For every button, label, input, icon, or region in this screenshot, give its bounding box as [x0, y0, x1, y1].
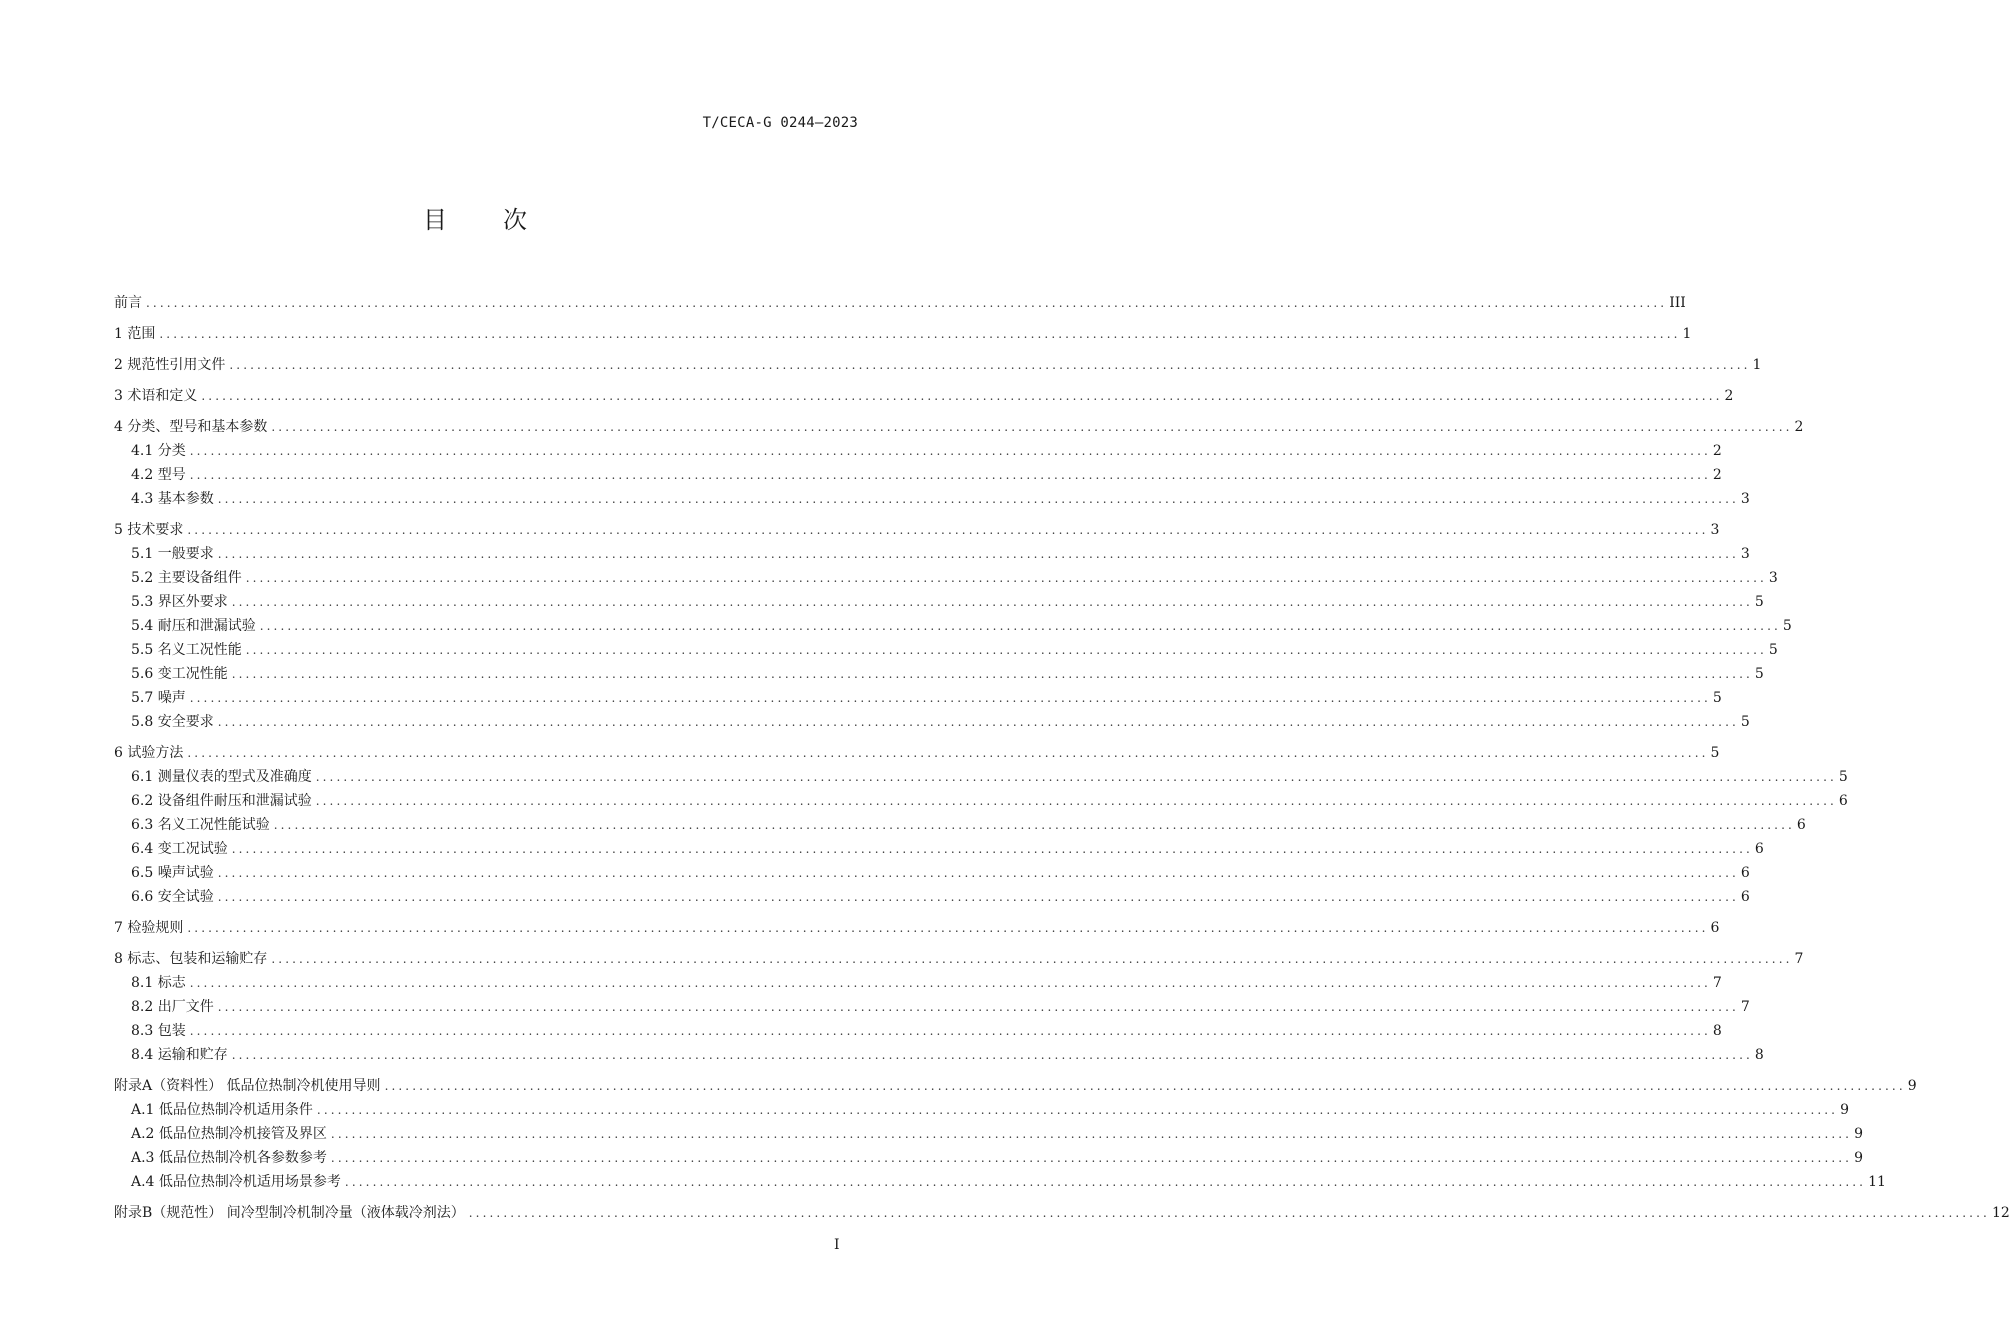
- toc-leader-dots: ............................................................................................................................................................................................................................: [231, 1048, 1753, 1062]
- toc-entry-label: 5.2 主要设备组件: [131, 570, 242, 586]
- toc-entry[interactable]: [114, 540, 1750, 564]
- toc-leader-dots: ............................................................................................................................................................................................................................: [468, 1206, 1990, 1220]
- toc-leader-dots: ............................................................................................................................................................................................................................: [189, 1024, 1711, 1038]
- toc-entry-label: 6.4 变工况试验: [131, 841, 228, 857]
- toc-entry-label: 前言: [114, 295, 142, 311]
- toc-entry-label: 1 范围: [114, 326, 156, 342]
- toc-entry[interactable]: [114, 660, 1764, 684]
- toc-entry-label: A.4 低品位热制冷机适用场景参考: [131, 1174, 341, 1190]
- toc-entry[interactable]: [114, 859, 1750, 883]
- toc-entry[interactable]: [114, 289, 1686, 313]
- toc-entry-label: 5.4 耐压和泄漏试验: [131, 618, 256, 634]
- toc-entry-label: 5.5 名义工况性能: [131, 642, 242, 658]
- toc-leader-dots: ............................................................................................................................................................................................................................: [217, 492, 1739, 506]
- toc-entry-label: 3 术语和定义: [114, 388, 198, 404]
- toc-leader-dots: ............................................................................................................................................................................................................................: [245, 571, 1767, 585]
- toc-entry[interactable]: [114, 708, 1750, 732]
- toc-leader-dots: ............................................................................................................................................................................................................................: [229, 358, 1751, 372]
- toc-entry-page: 3: [1740, 491, 1750, 507]
- toc-entry-label: 5 技术要求: [114, 522, 184, 538]
- toc-leader-dots: ............................................................................................................................................................................................................................: [217, 866, 1739, 880]
- toc-entry-label: 4.2 型号: [131, 467, 186, 483]
- toc-leader-dots: ............................................................................................................................................................................................................................: [259, 619, 1781, 633]
- toc-entry[interactable]: [114, 461, 1722, 485]
- toc-entry-page: 2: [1724, 388, 1734, 404]
- toc-entry-page: 5: [1754, 594, 1764, 610]
- toc-entry[interactable]: [114, 883, 1750, 907]
- toc-entry[interactable]: [114, 320, 1692, 344]
- toc-entry-page: 8: [1754, 1047, 1764, 1063]
- toc-entry-page: 5: [1754, 666, 1764, 682]
- toc-entry-page: 5: [1782, 618, 1792, 634]
- toc-entry[interactable]: [114, 811, 1806, 835]
- toc-entry-label: 5.6 变工况性能: [131, 666, 228, 682]
- toc-entry[interactable]: [114, 1144, 1864, 1168]
- toc-entry-page: 3: [1740, 546, 1750, 562]
- toc-entry[interactable]: [114, 1041, 1764, 1065]
- toc-entry-label: 8.2 出厂文件: [131, 999, 214, 1015]
- toc-entry[interactable]: [114, 516, 1720, 540]
- toc-leader-dots: ............................................................................................................................................................................................................................: [187, 523, 1709, 537]
- toc-entry-page: 6: [1796, 817, 1806, 833]
- toc-entry-page: 5: [1710, 745, 1720, 761]
- toc-entry-page: 9: [1854, 1126, 1864, 1142]
- toc-entry-label: 8 标志、包装和运输贮存: [114, 951, 268, 967]
- toc-leader-dots: ............................................................................................................................................................................................................................: [189, 468, 1711, 482]
- toc-leader-dots: ............................................................................................................................................................................................................................: [217, 890, 1739, 904]
- toc-entry-page: 2: [1712, 443, 1722, 459]
- toc-entry-label: 8.3 包装: [131, 1023, 186, 1039]
- toc-entry-page: 6: [1740, 865, 1750, 881]
- toc-entry-label: 6.2 设备组件耐压和泄漏试验: [131, 793, 312, 809]
- toc-entry-label: 6.3 名义工况性能试验: [131, 817, 270, 833]
- toc-entry[interactable]: [114, 1199, 2010, 1223]
- toc-leader-dots: ............................................................................................................................................................................................................................: [315, 794, 1837, 808]
- toc-entry[interactable]: [114, 1072, 1917, 1096]
- toc-leader-dots: ............................................................................................................................................................................................................................: [217, 547, 1739, 561]
- toc-leader-dots: ............................................................................................................................................................................................................................: [217, 1000, 1739, 1014]
- toc-entry-page: 5: [1768, 642, 1778, 658]
- toc-entry-label: 6.6 安全试验: [131, 889, 214, 905]
- toc-entry-page: 2: [1712, 467, 1722, 483]
- toc-entry-page: 5: [1740, 714, 1750, 730]
- toc-entry-page: 3: [1768, 570, 1778, 586]
- toc-leader-dots: ............................................................................................................................................................................................................................: [187, 746, 1709, 760]
- table-of-contents: [114, 289, 2010, 1223]
- toc-leader-dots: ............................................................................................................................................................................................................................: [315, 770, 1837, 784]
- toc-entry[interactable]: [114, 636, 1778, 660]
- toc-entry-label: 4.1 分类: [131, 443, 186, 459]
- toc-leader-dots: ............................................................................................................................................................................................................................: [231, 842, 1753, 856]
- toc-entry-page: 7: [1740, 999, 1750, 1015]
- toc-entry[interactable]: [114, 1168, 1886, 1192]
- toc-entry[interactable]: [114, 382, 1734, 406]
- toc-entry[interactable]: [114, 787, 1848, 811]
- toc-entry-label: 5.7 噪声: [131, 690, 186, 706]
- toc-entry[interactable]: [114, 835, 1764, 859]
- toc-entry-label: 2 规范性引用文件: [114, 357, 226, 373]
- toc-entry-page: 1: [1682, 326, 1692, 342]
- toc-entry-page: 9: [1907, 1078, 1917, 1094]
- toc-entry-page: III: [1669, 295, 1686, 311]
- toc-entry-label: 7 检验规则: [114, 920, 184, 936]
- toc-entry-page: 9: [1854, 1150, 1864, 1166]
- toc-entry[interactable]: [114, 351, 1762, 375]
- toc-entry-label: 8.4 运输和贮存: [131, 1047, 228, 1063]
- toc-entry-label: A.1 低品位热制冷机适用条件: [131, 1102, 313, 1118]
- toc-leader-dots: ............................................................................................................................................................................................................................: [217, 715, 1739, 729]
- toc-entry-page: 11: [1868, 1174, 1886, 1190]
- toc-entry-label: 附录A（资料性） 低品位热制冷机使用导则: [114, 1078, 381, 1094]
- toc-entry-label: 5.8 安全要求: [131, 714, 214, 730]
- toc-entry[interactable]: [114, 1096, 1850, 1120]
- toc-entry-label: 6 试验方法: [114, 745, 184, 761]
- toc-entry[interactable]: [114, 437, 1722, 461]
- toc-entry[interactable]: [114, 945, 1804, 969]
- toc-entry-page: 6: [1740, 889, 1750, 905]
- toc-entry-label: 6.1 测量仪表的型式及准确度: [131, 769, 312, 785]
- toc-entry[interactable]: [114, 914, 1720, 938]
- toc-leader-dots: ............................................................................................................................................................................................................................: [189, 976, 1711, 990]
- document-code: T/CECA-G 0244—2023: [702, 115, 858, 131]
- toc-entry[interactable]: [114, 969, 1722, 993]
- toc-leader-dots: ............................................................................................................................................................................................................................: [330, 1127, 1853, 1141]
- toc-entry[interactable]: [114, 739, 1720, 763]
- toc-leader-dots: ............................................................................................................................................................................................................................: [271, 952, 1793, 966]
- toc-entry-label: A.2 低品位热制冷机接管及界区: [131, 1126, 327, 1142]
- toc-entry[interactable]: [114, 1120, 1864, 1144]
- toc-entry-label: 6.5 噪声试验: [131, 865, 214, 881]
- toc-entry-label: 5.3 界区外要求: [131, 594, 228, 610]
- toc-leader-dots: ............................................................................................................................................................................................................................: [189, 444, 1711, 458]
- toc-leader-dots: ............................................................................................................................................................................................................................: [159, 327, 1681, 341]
- toc-entry[interactable]: [114, 612, 1792, 636]
- toc-leader-dots: ............................................................................................................................................................................................................................: [201, 389, 1723, 403]
- toc-leader-dots: ............................................................................................................................................................................................................................: [330, 1151, 1853, 1165]
- toc-entry-page: 2: [1794, 419, 1804, 435]
- toc-entry-label: 4 分类、型号和基本参数: [114, 419, 268, 435]
- toc-leader-dots: ............................................................................................................................................................................................................................: [344, 1175, 1867, 1189]
- toc-entry[interactable]: [114, 1017, 1722, 1041]
- toc-entry[interactable]: [114, 763, 1848, 787]
- toc-leader-dots: ............................................................................................................................................................................................................................: [231, 667, 1753, 681]
- toc-leader-dots: ............................................................................................................................................................................................................................: [273, 818, 1795, 832]
- toc-entry-label: 8.1 标志: [131, 975, 186, 991]
- toc-entry-page: 12: [1991, 1205, 2010, 1221]
- toc-entry-page: 9: [1840, 1102, 1850, 1118]
- toc-entry-page: 5: [1838, 769, 1848, 785]
- toc-entry[interactable]: [114, 993, 1750, 1017]
- toc-entry-page: 3: [1710, 522, 1720, 538]
- toc-leader-dots: ............................................................................................................................................................................................................................: [245, 643, 1767, 657]
- toc-entry-label: 5.1 一般要求: [131, 546, 214, 562]
- toc-entry-page: 6: [1754, 841, 1764, 857]
- toc-leader-dots: ............................................................................................................................................................................................................................: [189, 691, 1711, 705]
- toc-entry-page: 1: [1752, 357, 1762, 373]
- toc-entry-page: 6: [1838, 793, 1848, 809]
- toc-entry[interactable]: [114, 485, 1750, 509]
- toc-leader-dots: ............................................................................................................................................................................................................................: [384, 1079, 1906, 1093]
- toc-entry-page: 8: [1712, 1023, 1722, 1039]
- toc-entry-page: 7: [1794, 951, 1804, 967]
- toc-leader-dots: ............................................................................................................................................................................................................................: [271, 420, 1793, 434]
- toc-entry[interactable]: [114, 684, 1722, 708]
- toc-leader-dots: ............................................................................................................................................................................................................................: [316, 1103, 1839, 1117]
- toc-entry[interactable]: [114, 564, 1778, 588]
- page-number: I: [834, 1237, 840, 1253]
- toc-entry-page: 5: [1712, 690, 1722, 706]
- toc-entry-label: A.3 低品位热制冷机各参数参考: [131, 1150, 327, 1166]
- toc-entry-label: 4.3 基本参数: [131, 491, 214, 507]
- toc-leader-dots: ............................................................................................................................................................................................................................: [231, 595, 1753, 609]
- toc-entry[interactable]: [114, 588, 1764, 612]
- toc-entry-label: 附录B（规范性） 间冷型制冷机制冷量（液体载冷剂法）: [114, 1205, 465, 1221]
- toc-leader-dots: ............................................................................................................................................................................................................................: [146, 296, 1668, 310]
- toc-entry[interactable]: [114, 413, 1804, 437]
- toc-entry-page: 6: [1710, 920, 1720, 936]
- toc-entry-page: 7: [1712, 975, 1722, 991]
- toc-leader-dots: ............................................................................................................................................................................................................................: [187, 921, 1709, 935]
- toc-title: 目次: [423, 206, 583, 234]
